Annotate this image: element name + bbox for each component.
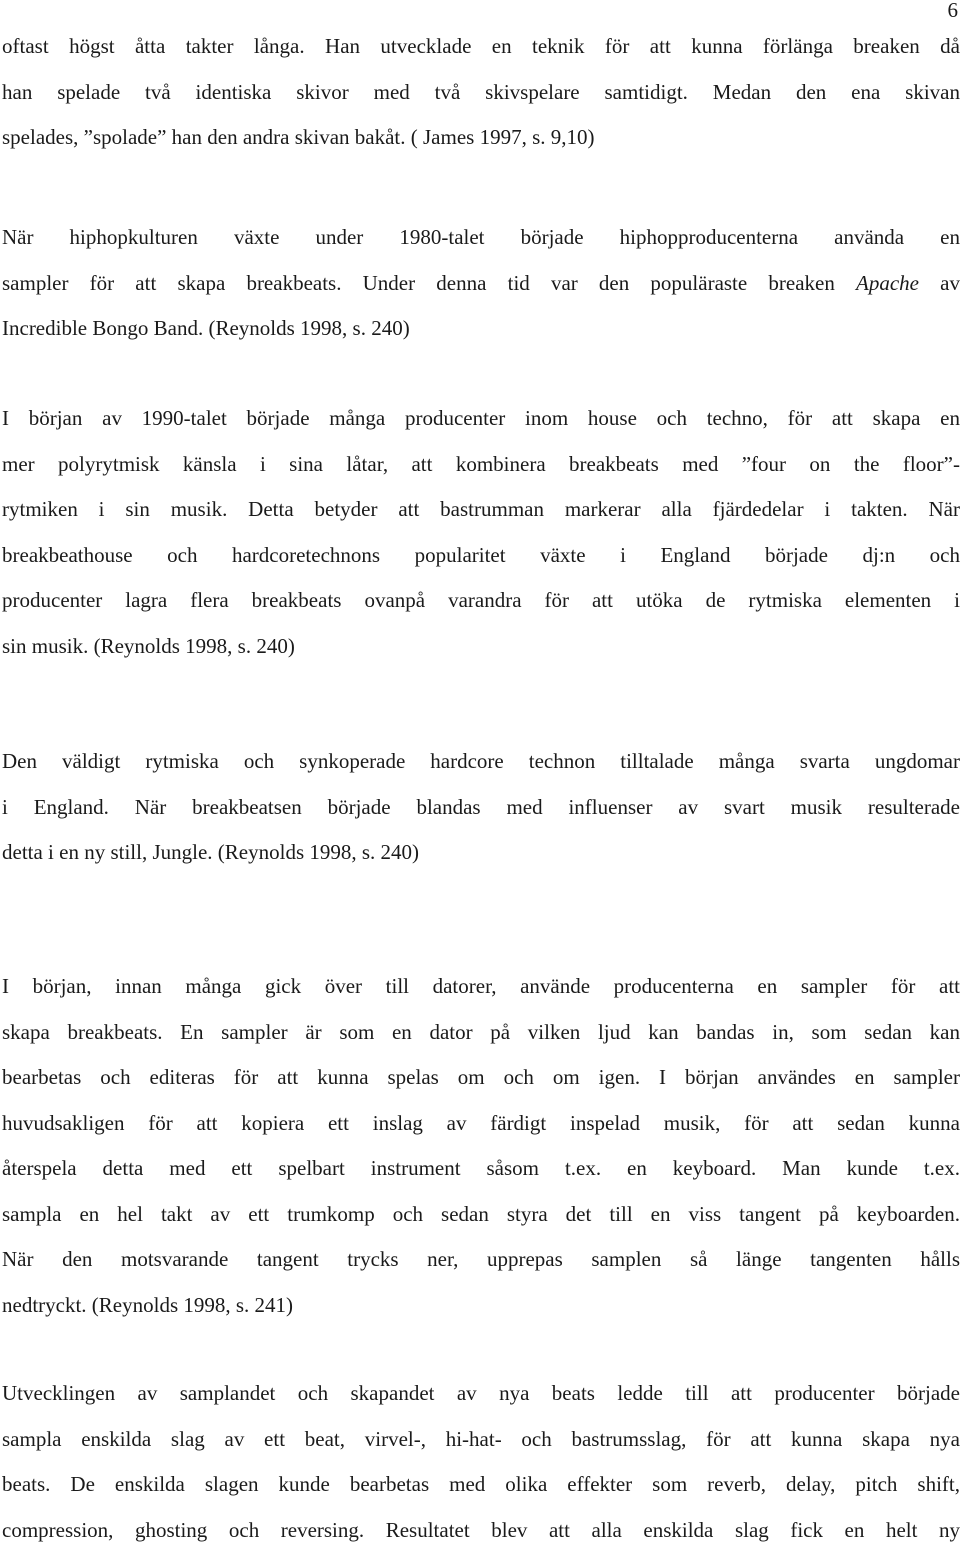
text-line-with-italic [2,261,960,307]
text-line: beats. De enskilda slagen kunde bearbetas med olika effekter som reverb, delay, pitch shift, [2,1462,960,1508]
text-line: sampla enskilda slag av ett beat, virvel-, hi-hat- och bastrumsslag, för att kunna skapa nya [2,1417,960,1463]
text-line: i England. När breakbeatsen började blandas med influenser av svart musik resulterade [2,785,960,831]
text-segment: sampler för att skapa breakbeats. Under denna tid var den populäraste breaken [2,271,835,295]
paragraph-1 [2,24,960,161]
text-line: Incredible Bongo Band. (Reynolds 1998, s. 240) [2,306,960,352]
text-line: mer polyrytmisk känsla i sina låtar, att kombinera breakbeats med ”four on the floor”- [2,442,960,488]
text-line: producenter lagra flera breakbeats ovanpå varandra för att utöka de rytmiska elementen i [2,578,960,624]
paragraph-3 [2,396,960,669]
text-line: skapa breakbeats. En sampler är som en dator på vilken ljud kan bandas in, som sedan kan [2,1010,960,1056]
text-line: nedtryckt. (Reynolds 1998, s. 241) [2,1283,960,1329]
text-line: I början, innan många gick över till datorer, använde producenterna en sampler för att [2,964,960,1010]
page-number: 6 [948,0,959,23]
text-line: När den motsvarande tangent trycks ner, upprepas samplen så länge tangenten hålls [2,1237,960,1283]
text-segment: av [919,271,960,295]
italic-title: Apache [856,271,919,295]
paragraph-5 [2,964,960,1328]
text-line: huvudsakligen för att kopiera ett inslag av färdigt inspelad musik, för att sedan kunna [2,1101,960,1147]
text-line: återspela detta med ett spelbart instrument såsom t.ex. en keyboard. Man kunde t.ex. [2,1146,960,1192]
paragraph-2 [2,215,960,352]
text-line: detta i en ny still, Jungle. (Reynolds 1998, s. 240) [2,830,960,876]
text-line: När hiphopkulturen växte under 1980-talet började hiphopproducenterna använda en [2,215,960,261]
text-line: sampla en hel takt av ett trumkomp och sedan styra det till en viss tangent på keyboarden. [2,1192,960,1238]
text-line: compression, ghosting och reversing. Resultatet blev att alla enskilda slag fick en helt ny [2,1508,960,1553]
text-line: oftast högst åtta takter långa. Han utvecklade en teknik för att kunna förlänga breaken då [2,24,960,70]
text-line: breakbeathouse och hardcoretechnons popularitet växte i England började dj:n och [2,533,960,579]
text-line: han spelade två identiska skivor med två skivspelare samtidigt. Medan den ena skivan [2,70,960,116]
text-line: Den väldigt rytmiska och synkoperade hardcore technon tilltalade många svarta ungdomar [2,739,960,785]
text-line: bearbetas och editeras för att kunna spelas om och om igen. I början användes en sampler [2,1055,960,1101]
text-line: sin musik. (Reynolds 1998, s. 240) [2,624,960,670]
text-line: Utvecklingen av samplandet och skapandet av nya beats ledde till att producenter började [2,1371,960,1417]
text-line: spelades, ”spolade” han den andra skivan bakåt. ( James 1997, s. 9,10) [2,115,960,161]
text-line: rytmiken i sin musik. Detta betyder att bastrumman markerar alla fjärdedelar i takten. När [2,487,960,533]
paragraph-4 [2,739,960,876]
paragraph-6 [2,1371,960,1553]
text-line: I början av 1990-talet började många producenter inom house och techno, för att skapa en [2,396,960,442]
